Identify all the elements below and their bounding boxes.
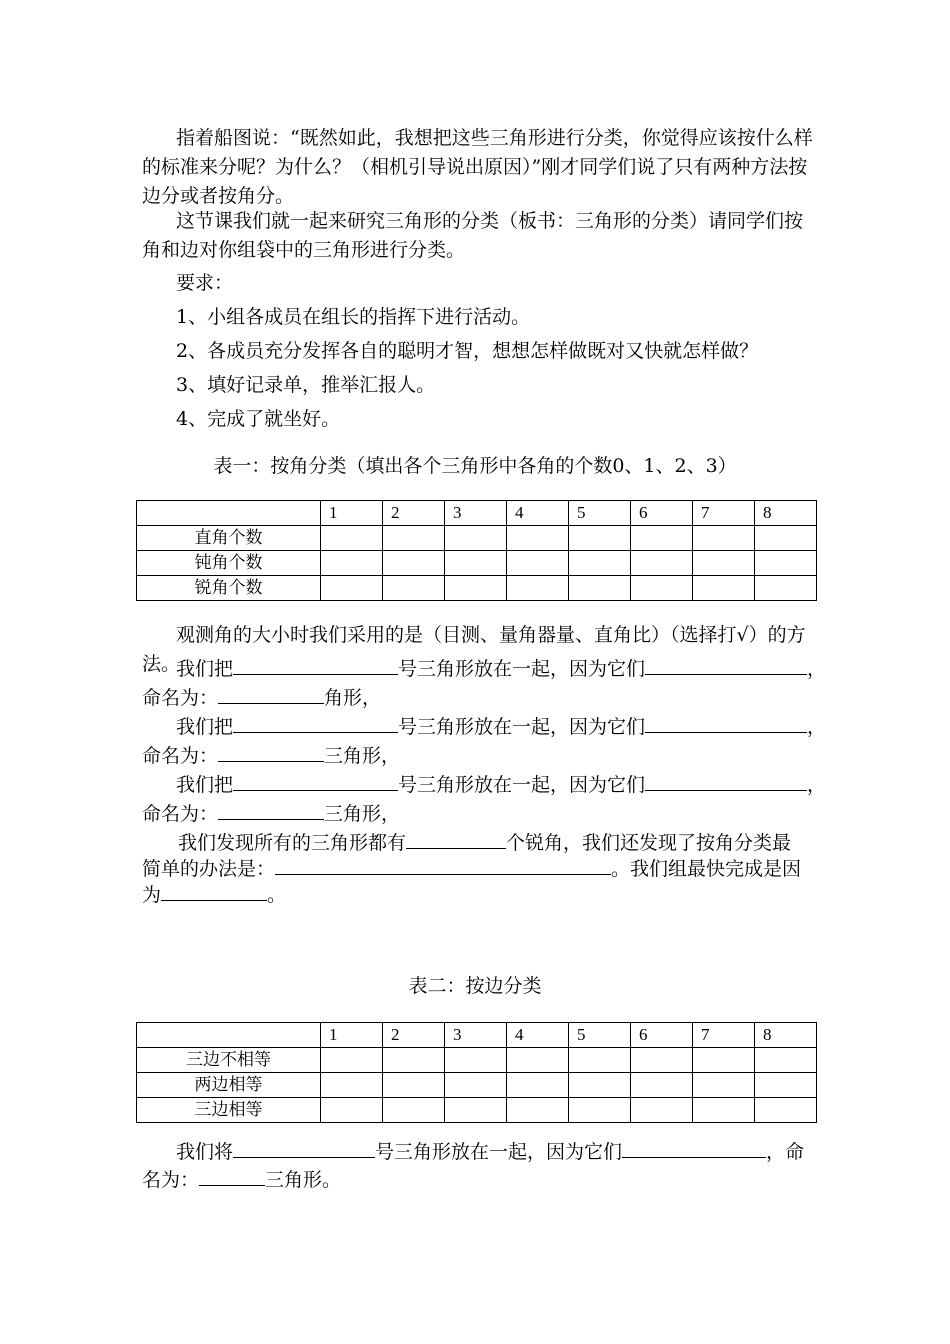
table-row [137,1073,817,1098]
answer-blank[interactable] [645,713,807,733]
sentence-text: 为 [142,884,162,906]
discovery-line-3 [142,881,286,910]
fill-cell[interactable] [693,551,755,576]
column-header: 6 [631,501,693,526]
row-label: 三边不相等 [137,1048,321,1073]
side-fill-sentence [176,1138,804,1167]
fill-cell[interactable] [321,551,383,576]
fill-cell[interactable] [507,526,569,551]
table2-caption: 表二：按边分类 [408,975,542,997]
fill-cell[interactable] [569,1048,631,1073]
requirement-item: 1、小组各成员在组长的指挥下进行活动。 [176,306,531,328]
fill-cell[interactable] [507,1073,569,1098]
fill-cell[interactable] [321,1073,383,1098]
fill-sentence-3-name [142,800,400,829]
fill-cell[interactable] [445,576,507,601]
column-header: 5 [569,501,631,526]
sentence-text: 号三角形放在一起，因为它们 [398,774,646,796]
sentence-text: 我们发现所有的三角形都有 [178,832,407,854]
fill-sentence-1 [176,655,826,684]
column-header: 8 [755,1023,817,1048]
sentence-text: ， [807,658,827,680]
row-label: 钝角个数 [137,551,321,576]
row-label: 两边相等 [137,1073,321,1098]
answer-blank[interactable] [233,655,398,675]
discovery-line-1 [178,829,791,858]
fill-cell[interactable] [445,1048,507,1073]
column-header: 2 [383,1023,445,1048]
sentence-text: 。 [267,884,287,906]
side-fill-sentence-name [142,1166,341,1195]
sentence-text: 命名为： [142,803,219,825]
sentence-text: 号三角形放在一起，因为它们 [398,716,646,738]
column-header: 7 [693,501,755,526]
fill-cell[interactable] [569,526,631,551]
table1-caption: 表一：按角分类（填出各个三角形中各角的个数0、1、2、3） [213,455,737,477]
sentence-text: 。我们组最快完成是因 [611,858,802,880]
fill-cell[interactable] [755,1073,817,1098]
answer-blank[interactable] [645,771,807,791]
answer-blank[interactable] [218,800,324,820]
sentence-text: 三角形， [324,803,401,825]
table-corner-cell [137,1023,321,1048]
sentence-text: 简单的办法是： [142,858,276,880]
fill-cell[interactable] [569,1073,631,1098]
fill-cell[interactable] [693,526,755,551]
fill-cell[interactable] [631,526,693,551]
fill-cell[interactable] [321,526,383,551]
answer-blank[interactable] [275,855,611,875]
table-header-row [137,501,817,526]
answer-blank[interactable] [199,1166,265,1186]
sentence-text: 个锐角，我们还发现了按角分类最 [506,832,792,854]
fill-cell[interactable] [507,551,569,576]
table-corner-cell [137,501,321,526]
fill-cell[interactable] [507,576,569,601]
fill-cell[interactable] [693,1048,755,1073]
fill-cell[interactable] [321,1048,383,1073]
fill-cell[interactable] [755,1048,817,1073]
fill-cell[interactable] [383,1073,445,1098]
column-header: 2 [383,501,445,526]
fill-cell[interactable] [445,1073,507,1098]
angle-classification-table [136,500,817,601]
fill-cell[interactable] [321,576,383,601]
sentence-text: 我们把 [176,658,234,680]
sentence-text: 我们把 [176,774,234,796]
column-header: 3 [445,1023,507,1048]
fill-cell[interactable] [693,1098,755,1123]
fill-sentence-2-name [142,742,400,771]
answer-blank[interactable] [218,684,324,704]
answer-blank[interactable] [233,1138,375,1158]
sentence-text: 三角形。 [265,1169,342,1191]
fill-cell[interactable] [383,1048,445,1073]
column-header: 4 [507,501,569,526]
sentence-text: 命名为： [142,745,219,767]
requirement-item: 3、填好记录单，推举汇报人。 [176,374,436,396]
fill-cell[interactable] [693,576,755,601]
table-row [137,551,817,576]
answer-blank[interactable] [406,829,506,849]
sentence-text: ， [807,774,827,796]
sentence-text: ， [807,716,827,738]
fill-cell[interactable] [569,1098,631,1123]
intro-paragraph-2: 这节课我们就一起来研究三角形的分类（板书：三角形的分类）请同学们按角和边对你组袋中的三角形进行分类。 [142,210,804,261]
observe-sentence: 观测角的大小时我们采用的是（目测、量角器量、直角比）（选择打√）的方法。 [142,624,806,675]
sentence-text: 角形， [324,687,382,709]
column-header: 1 [321,1023,383,1048]
answer-blank[interactable] [161,881,267,901]
row-label: 锐角个数 [137,576,321,601]
answer-blank[interactable] [645,655,807,675]
fill-cell[interactable] [631,1048,693,1073]
column-header: 4 [507,1023,569,1048]
side-classification-table [136,1022,817,1123]
fill-cell[interactable] [631,1073,693,1098]
fill-cell[interactable] [445,526,507,551]
sentence-text: 我们将 [176,1141,234,1163]
row-label: 直角个数 [137,526,321,551]
fill-cell[interactable] [631,1098,693,1123]
fill-cell[interactable] [755,526,817,551]
intro-paragraph-1: 指着船图说：“既然如此，我想把这些三角形进行分类，你觉得应该按什么样的标准来分呢？为什么？（相机引导说出原因）”刚才同学们说了只有两种方法按边分或者按角分。 [142,127,813,207]
fill-cell[interactable] [445,551,507,576]
table-row [137,526,817,551]
fill-sentence-2 [176,713,826,742]
sentence-text: 名为： [142,1169,200,1191]
table-row [137,576,817,601]
column-header: 6 [631,1023,693,1048]
table-row [137,1098,817,1123]
answer-blank[interactable] [218,742,324,762]
fill-cell[interactable] [321,1098,383,1123]
fill-cell[interactable] [507,1098,569,1123]
fill-cell[interactable] [569,551,631,576]
requirement-item: 2、各成员充分发挥各自的聪明才智，想想怎样做既对又快就怎样做？ [176,340,759,362]
fill-cell[interactable] [755,551,817,576]
fill-cell[interactable] [383,1098,445,1123]
fill-sentence-1-name [142,684,381,713]
fill-cell[interactable] [507,1048,569,1073]
fill-cell[interactable] [755,576,817,601]
fill-cell[interactable] [383,551,445,576]
discovery-line-2 [142,855,801,884]
column-header: 1 [321,501,383,526]
sentence-text: 号三角形放在一起，因为它们 [398,658,646,680]
requirements-title: 要求： [176,272,234,294]
answer-blank[interactable] [233,771,398,791]
sentence-text: 命名为： [142,687,219,709]
fill-cell[interactable] [445,1098,507,1123]
answer-blank[interactable] [622,1138,766,1158]
sentence-text: 号三角形放在一起，因为它们 [375,1141,623,1163]
table-row [137,1048,817,1073]
column-header: 8 [755,501,817,526]
sentence-text: 我们把 [176,716,234,738]
table-header-row [137,1023,817,1048]
fill-cell[interactable] [693,1073,755,1098]
sentence-text: ，命 [766,1141,805,1163]
fill-sentence-3 [176,771,826,800]
fill-cell[interactable] [383,576,445,601]
row-label: 三边相等 [137,1098,321,1123]
fill-cell[interactable] [383,526,445,551]
fill-cell[interactable] [631,551,693,576]
requirement-item: 4、完成了就坐好。 [176,408,341,430]
column-header: 7 [693,1023,755,1048]
fill-cell[interactable] [569,576,631,601]
sentence-text: 三角形， [324,745,401,767]
column-header: 3 [445,501,507,526]
fill-cell[interactable] [631,576,693,601]
answer-blank[interactable] [233,713,398,733]
column-header: 5 [569,1023,631,1048]
fill-cell[interactable] [755,1098,817,1123]
